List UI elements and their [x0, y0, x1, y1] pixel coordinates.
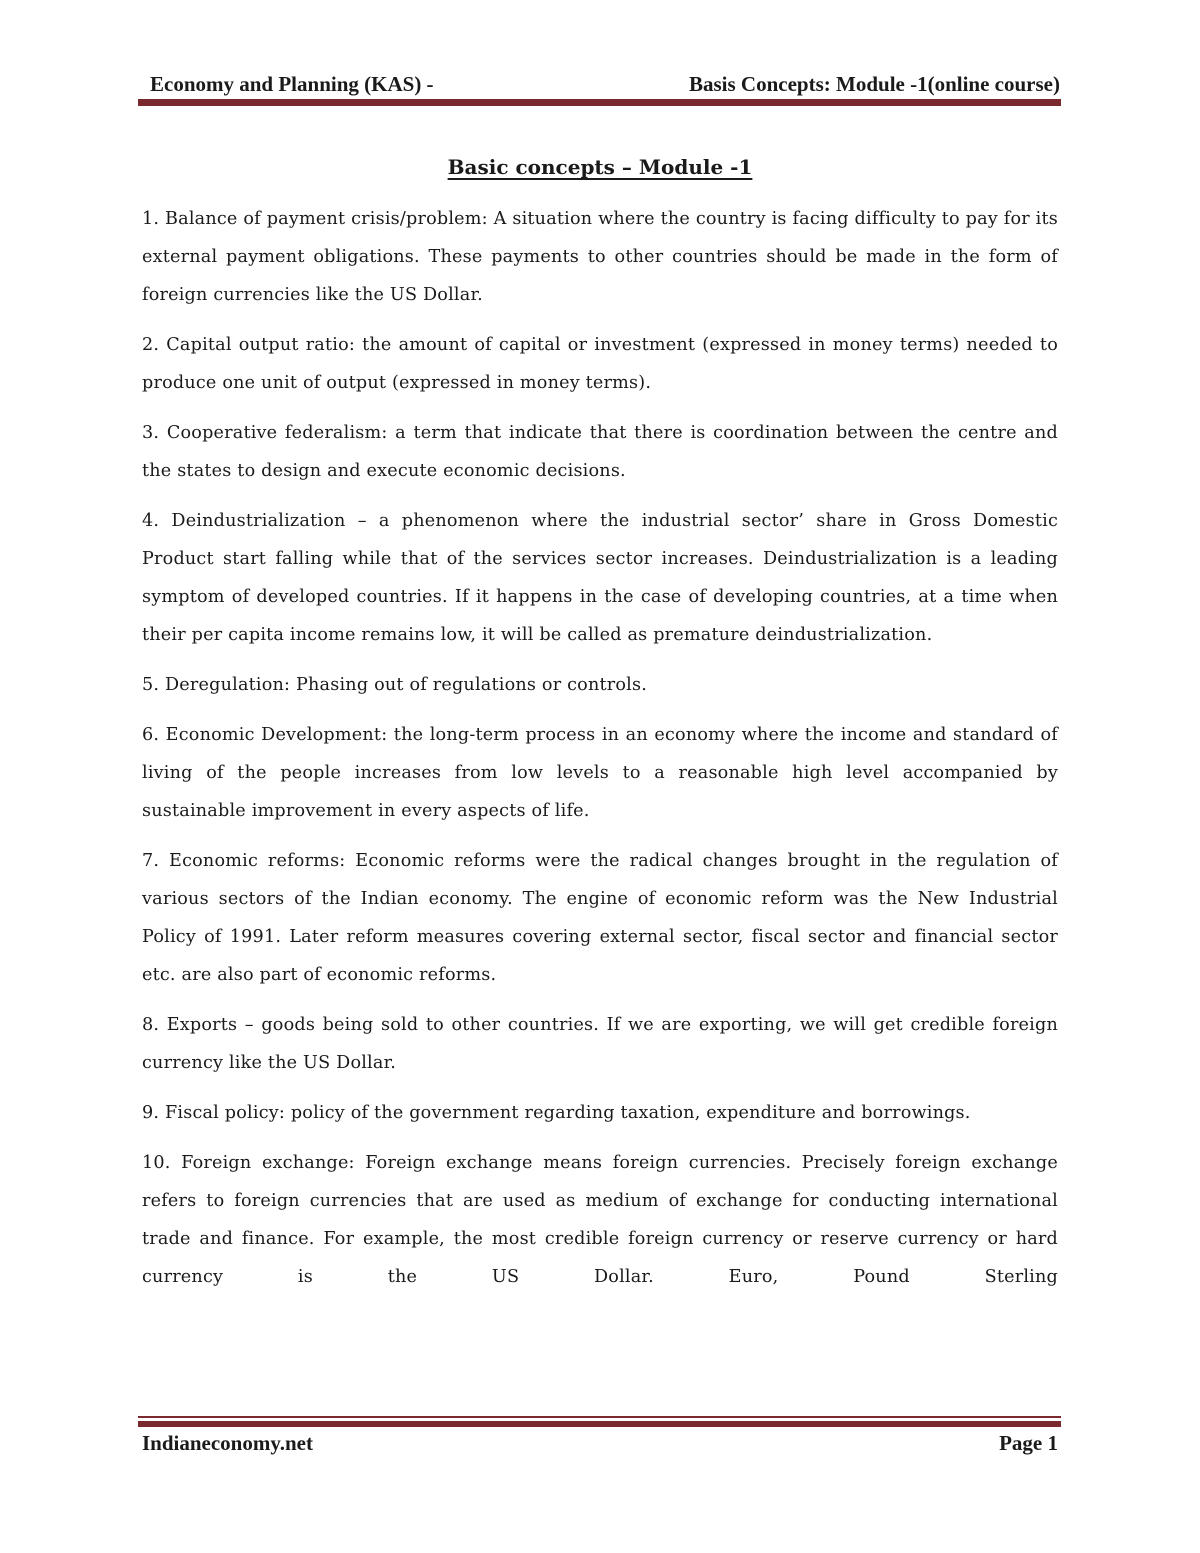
page-footer: [142, 1428, 1058, 1458]
definition-item: 3. Cooperative federalism: a term that indicate that there is coordination between the centre and the states to design and execute economic decisions.: [142, 423, 1058, 481]
definition-item: 9. Fiscal policy: policy of the government regarding taxation, expenditure and borrowings.: [142, 1103, 971, 1123]
definition-item: 2. Capital output ratio: the amount of capital or investment (expressed in money terms) needed to produce one unit of output (expressed in money terms).: [142, 335, 1058, 393]
document-title: Basic concepts – Module -1: [447, 155, 753, 179]
definition-item: 10. Foreign exchange: Foreign exchange means foreign currencies. Precisely foreign exchange refers to foreign currencies that are used as medium of exchange for conducting international trade and finance. For example, the most credible foreign currency or reserve currency or hard currency is the US Dollar. Euro, Pound Sterling: [142, 1153, 1058, 1287]
header-left-text: Economy and Planning (KAS) -: [150, 72, 434, 96]
definition-item: 4. Deindustrialization – a phenomenon where the industrial sector’ share in Gross Domestic Product start falling while that of the services sector increases. Deindustrialization is a leading symptom of developed countries. If it happens in the case of developing countries, at a time when their per capita income remains low, it will be called as premature deindustrialization.: [142, 511, 1058, 645]
footer-divider-thick: [138, 1421, 1061, 1427]
definition-item: 8. Exports – goods being sold to other countries. If we are exporting, we will get credible foreign currency like the US Dollar.: [142, 1015, 1058, 1073]
definition-item: 1. Balance of payment crisis/problem: A situation where the country is facing difficulty to pay for its external payment obligations. These payments to other countries should be made in the form of foreign currencies like the US Dollar.: [142, 209, 1058, 305]
header-divider: [138, 99, 1061, 106]
footer-site-name: Indianeconomy.net: [142, 1431, 313, 1455]
document-body: [142, 200, 1058, 1296]
header-right-text: Basis Concepts: Module -1(online course): [689, 72, 1060, 96]
footer-divider-thin: [138, 1416, 1061, 1418]
definition-item: 7. Economic reforms: Economic reforms were the radical changes brought in the regulation of various sectors of the Indian economy. The engine of economic reform was the New Industrial Policy of 1991. Later reform measures covering external sector, fiscal sector and financial sector etc. are also part of economic reforms.: [142, 851, 1058, 985]
page-number: Page 1: [999, 1431, 1058, 1455]
definition-item: 6. Economic Development: the long-term process in an economy where the income and standard of living of the people increases from low levels to a reasonable high level accompanied by sustainable improvement in every aspects of life.: [142, 725, 1058, 821]
definition-item: 5. Deregulation: Phasing out of regulations or controls.: [142, 675, 648, 695]
page-header: [140, 70, 1060, 98]
